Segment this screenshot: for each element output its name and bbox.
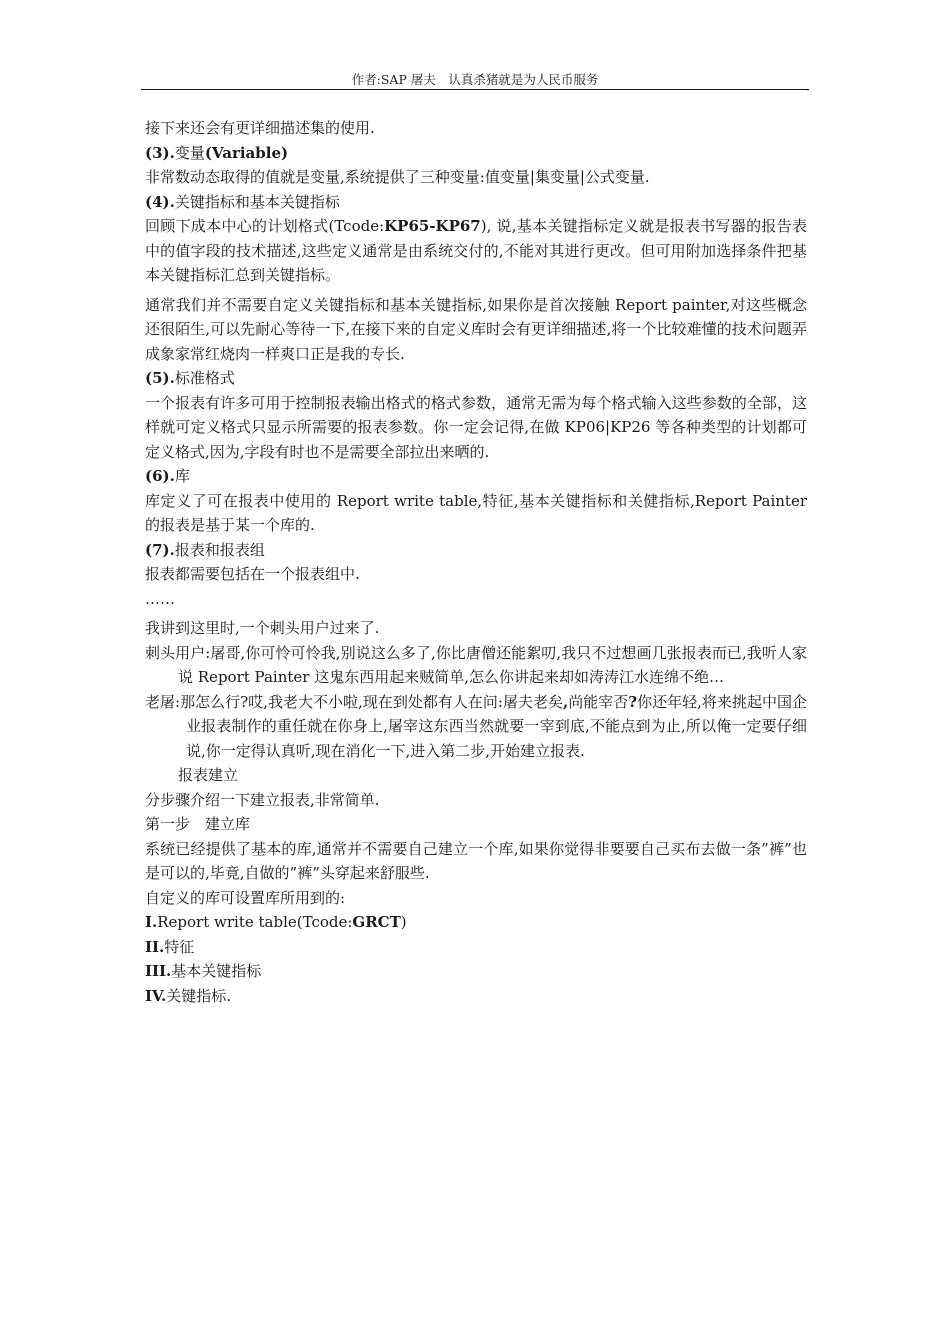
section-3-title-cn: 变量 (174, 143, 205, 162)
intro-line: 接下来还会有更详细描述集的使用. (145, 119, 375, 137)
section-4-paragraph-2: 通常我们并不需要自定义关键指标和基本关键指标,如果你是首次接触 Report painter,对这些概念还很陌生,可以先耐心等待一下,在接下来的自定义库时会有更详细描述,将一个比较难懂的技术问题弄成象家常红烧肉一样爽口正是我的专长. (145, 295, 807, 363)
build-report-intro: 分步骤介绍一下建立报表,非常简单. (145, 790, 380, 809)
section-4-number: (4). (145, 192, 175, 211)
section-3-text: 非常数动态取得的值就是变量,系统提供了三种变量:值变量|集变量|公式变量. (145, 168, 650, 186)
document-body (145, 116, 807, 1008)
section-7-title: 报表和报表组 (174, 540, 265, 559)
section-5-heading (145, 366, 807, 391)
section-6-number: (6). (145, 467, 175, 485)
section-7-heading (145, 538, 807, 563)
section-5-text: 一个报表有许多可用于控制报表输出格式的格式参数，通常无需为每个格式输入这些参数的全部，这样就可定义格式只显示所需要的报表参数。你一定会记得,在做 KP06|KP26 等各种类型的计划都可定义格式,因为,字段有时也不是需要全部拉出来晒的. (145, 393, 807, 461)
tcode-grct: GRCT (352, 913, 401, 931)
list-item: I.Report write table(Tcode:GRCT) (145, 913, 407, 931)
build-report-title: 报表建立 (178, 766, 239, 784)
header-rule (141, 89, 809, 90)
list-item: II.特征 (145, 937, 195, 956)
section-6-heading (145, 464, 807, 489)
section-5-title: 标准格式 (174, 369, 235, 387)
list-item: IV.关键指标. (145, 986, 232, 1005)
section-3-number: (3). (145, 143, 175, 162)
section-4-paragraph-1: 回顾下成本中心的计划格式(Tcode:KP65-KP67), 说,基本关键指标定义就是报表书写器的报告表中的值字段的技术描述,这些定义通常是由系统交付的,不能对其进行更改。但可用附加选择条件把基本关键指标汇总到关键指标。 (145, 217, 807, 284)
dialog-intro: 我讲到这里时,一个刺头用户过来了. (145, 619, 380, 637)
section-7-text: 报表都需要包括在一个报表组中. (145, 565, 360, 583)
dialog-tu-line: 老屠:那怎么行?哎,我老大不小啦,现在到处都有人在问:屠夫老矣,尚能宰否?你还年轻,将来挑起中国企业报表制作的重任就在你身上,屠宰这东西当然就要一宰到底,不能点到为止,所以俺一定要仔细说,你一定得认真听,现在消化一下,进入第二步,开始建立报表. (145, 692, 807, 760)
header-mark: , (807, 83, 810, 92)
section-4-title: 关键指标和基本关键指标 (174, 192, 340, 211)
step-1-heading: 第一步 建立库 (145, 815, 251, 833)
custom-library-intro: 自定义的库可设置库所用到的: (145, 888, 346, 907)
section-3-title-en: (Variable) (204, 143, 289, 162)
section-6-title: 库 (174, 467, 190, 485)
list-item: III.基本关键指标 (145, 962, 262, 980)
section-5-number: (5). (145, 369, 175, 387)
tcode-kp65-kp67: KP65-KP67 (384, 217, 481, 235)
section-6-text: 库定义了可在报表中使用的 Report write table,特征,基本关键指标和关健指标,Report Painter 的报表是基于某一个库的. (145, 491, 807, 534)
page-header: 作者:SAP 屠夫 认真杀猪就是为人民币服务 (351, 72, 599, 87)
ellipsis: …… (145, 589, 175, 608)
step-1-text: 系统已经提供了基本的库,通常并不需要自己建立一个库,如果你觉得非要要自己买布去做一条”裤”也是可以的,毕竟,自做的”裤”头穿起来舒服些. (145, 839, 807, 882)
dialog-user-line: 刺头用户:屠哥,你可怜可怜我,别说这么多了,你比唐僧还能絮叨,我只不过想画几张报表而已,我听人家说 Report Painter 这鬼东西用起来贼简单,怎么你讲起来却如涛涛江水连绵不绝… (145, 643, 807, 686)
section-7-number: (7). (145, 540, 175, 559)
section-4-heading (145, 190, 807, 215)
section-3-heading (145, 141, 807, 166)
